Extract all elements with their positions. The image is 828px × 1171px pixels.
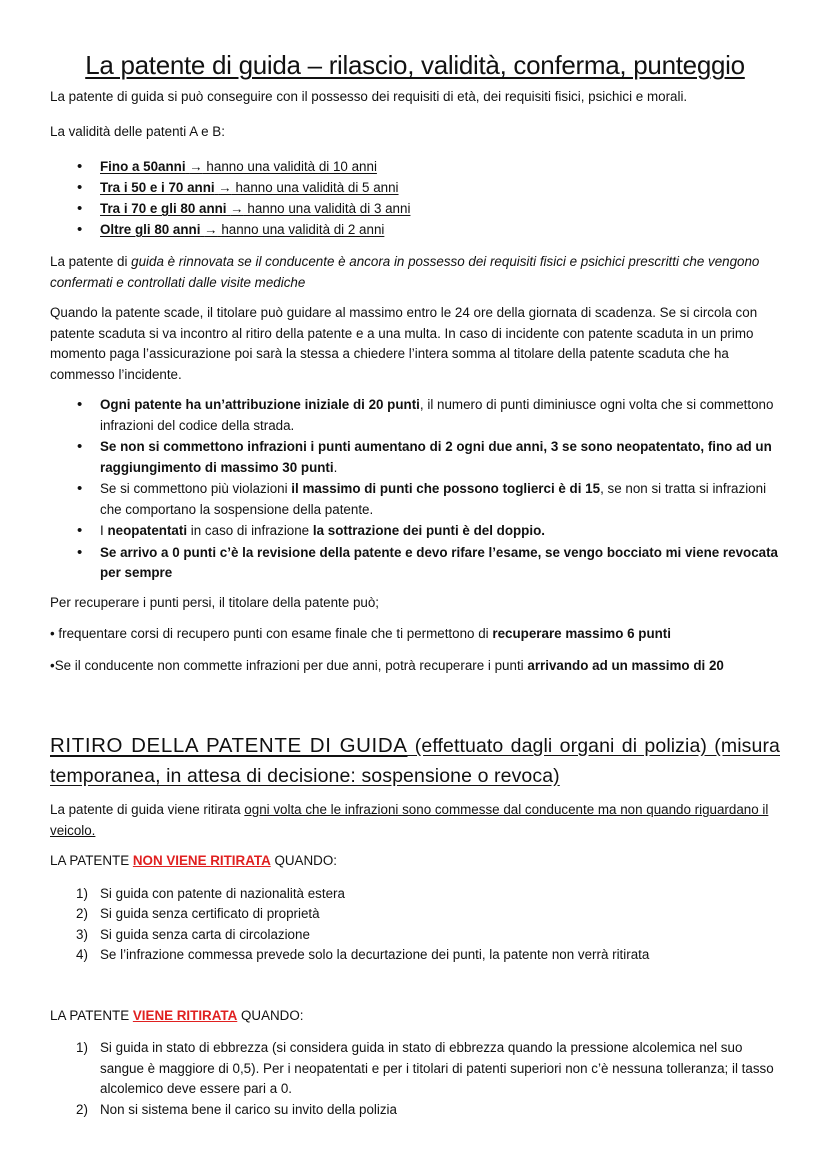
bullet-icon: •	[77, 480, 83, 497]
list-item: • I neopatentati in caso di infrazione la sottrazione dei punti è del doppio.	[50, 521, 780, 542]
arrow-right-icon: →	[230, 201, 244, 216]
bullet-icon: •	[77, 543, 83, 561]
bullet-icon: •	[77, 438, 83, 455]
validity-heading: La validità delle patenti A e B:	[50, 123, 225, 139]
list-item: • Oltre gli 80 anni → hanno una validità di 2 anni	[77, 221, 385, 238]
list-item: 1) Si guida con patente di nazionalità estera	[76, 885, 345, 901]
points-rules-list	[50, 395, 780, 584]
recover-option-2: •Se il conducente non commette infrazioni per due anni, potrà recuperare i punti arrivando ad un massimo di 20	[50, 657, 724, 673]
status-badge: VIENE RITIRATA	[132, 1007, 238, 1023]
list-item: • Ogni patente ha un’attribuzione iniziale di 20 punti, il numero di punti diminiusce ogni volta che si commettono infrazioni del codice della strada.	[77, 396, 774, 433]
recover-option-1: • frequentare corsi di recupero punti con esame finale che ti permettono di recuperare massimo 6 punti	[50, 626, 671, 641]
list-item: 4) Se l’infrazione commessa prevede solo la decurtazione dei punti, la patente non verrà ritirata	[76, 947, 650, 962]
page-title: La patente di guida – rilascio, validità, conferma, punteggio	[85, 50, 745, 80]
not-withdrawn-heading: LA PATENTE NON VIENE RITIRATA QUANDO:	[50, 853, 337, 868]
list-item: • Se si commettono più violazioni il massimo di punti che possono toglierci è di 15, se non si tratta si infrazioni che comportano la sospensione della patente.	[77, 480, 767, 517]
withdrawal-paragraph: La patente di guida viene ritirata ogni volta che le infrazioni sono commesse dal conducente ma non quando riguardano il veicolo.	[50, 802, 769, 838]
list-item: 2) Si guida senza certificato di proprietà	[76, 906, 320, 921]
withdrawn-heading: LA PATENTE VIENE RITIRATA QUANDO:	[50, 1007, 304, 1023]
bullet-icon: •	[77, 158, 83, 175]
bullet-icon: •	[77, 200, 83, 217]
not-withdrawn-list	[50, 884, 780, 966]
expiry-paragraph: Quando la patente scade, il titolare può guidare al massimo entro le 24 ore della giornata di scadenza. Se si circola con patente scaduta si va incontro al ritiro della patente e a una multa. In caso di incidente con patente scaduta in un primo momento paga l’assicurazione poi sarà la stessa a chiedere l’intera somma al titolare della patente scaduta che ha commesso l’incidente.	[50, 305, 758, 382]
arrow-right-icon: →	[218, 180, 232, 195]
list-item: 3) Si guida senza carta di circolazione	[76, 926, 310, 942]
list-item: 1) Si guida in stato di ebbrezza (si considera guida in stato di ebbrezza quando la pressione alcolemica nel suo sangue è maggiore di 0,5). Per i neopatentati e per i titolari di patenti superiori non c’è nessuna tolleranza; il tasso alcolemico deve essere pari a 0.	[76, 1040, 774, 1096]
withdrawn-list	[50, 1038, 780, 1120]
intro-paragraph: La patente di guida si può conseguire con il possesso dei requisiti di età, dei requisiti fisici, psichici e morali.	[50, 89, 688, 104]
list-item: 2) Non si sistema bene il carico su invito della polizia	[76, 1101, 397, 1117]
bullet-icon: •	[77, 221, 83, 238]
status-badge: NON VIENE RITIRATA	[132, 853, 271, 868]
bullet-icon: •	[77, 396, 83, 413]
section-title: RITIRO DELLA PATENTE DI GUIDA (effettuato dagli organi di polizia) (misura temporanea, in attesa di decisione: sospensione o revoca)	[50, 734, 780, 787]
list-item: • Tra i 70 e gli 80 anni → hanno una validità di 3 anni	[77, 200, 411, 217]
list-item: • Se non si commettono infrazioni i punti aumentano di 2 ogni due anni, 3 se sono neopatentato, fino ad un raggiungimento di massimo 30 punti.	[77, 438, 772, 475]
list-item: • Tra i 50 e i 70 anni → hanno una validità di 5 anni	[77, 179, 399, 196]
list-item: • Se arrivo a 0 punti c’è la revisione della patente e devo rifare l’esame, se vengo bocciato mi viene revocata per sempre	[77, 543, 779, 580]
bullet-icon: •	[77, 179, 83, 196]
arrow-right-icon: →	[204, 222, 218, 237]
validity-list	[50, 156, 780, 240]
list-item: • Fino a 50anni → hanno una validità di 10 anni	[77, 158, 377, 175]
document-page	[50, 48, 780, 1120]
arrow-right-icon: →	[189, 159, 203, 174]
recover-heading: Per recuperare i punti persi, il titolare della patente può;	[50, 594, 380, 610]
bullet-icon: •	[77, 522, 83, 539]
renewal-paragraph: La patente di guida è rinnovata se il conducente è ancora in possesso dei requisiti fisici e psichici prescritti che vengono confermati e controllati dalle visite mediche	[50, 254, 760, 290]
